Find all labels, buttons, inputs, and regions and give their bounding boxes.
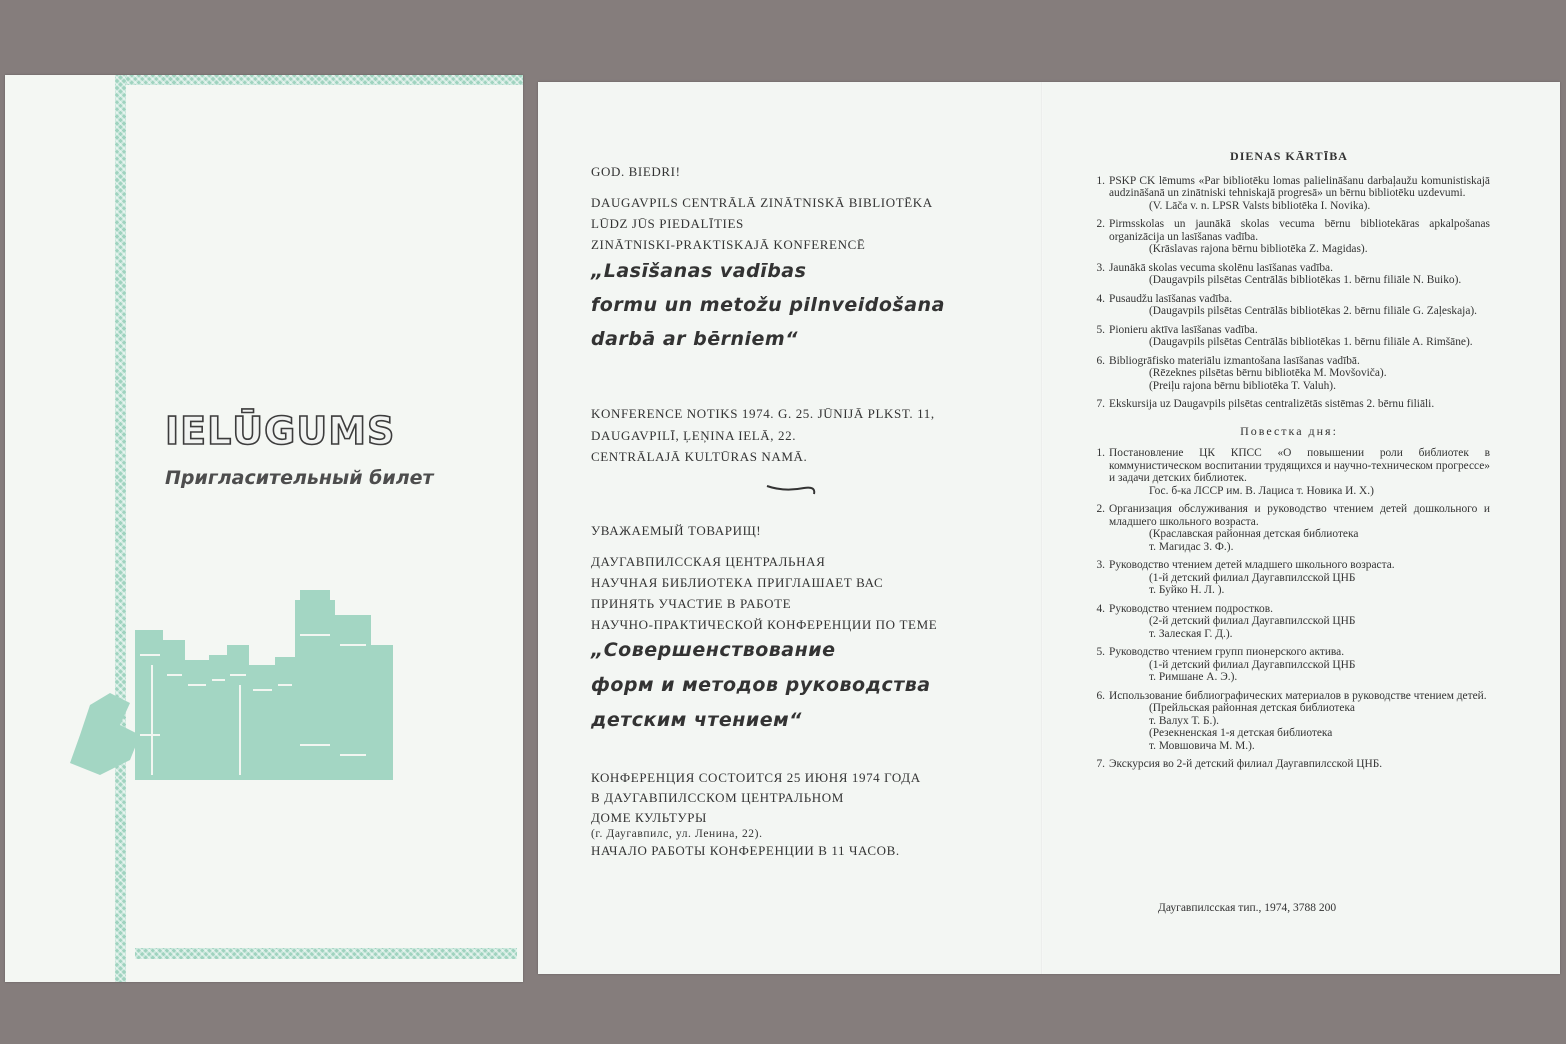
- agenda-item: [1088, 175, 1490, 213]
- agenda-item-speaker: (2-й детский филиал Даугавпилсской ЦНБ: [1149, 615, 1356, 627]
- agenda-item-body: [1109, 398, 1490, 411]
- agenda-item-speaker: (Rēzeknes pilsētas bērnu bibliotēka M. Movšoviča).: [1149, 367, 1387, 379]
- agenda-item-text: Pionieru aktīva lasīšanas vadība.: [1109, 323, 1258, 336]
- invitation-lv-text: [591, 192, 933, 255]
- agenda-item-body: [1109, 324, 1490, 349]
- agenda-item: [1088, 447, 1490, 497]
- topic-ru-line: форм и методов руководства: [591, 674, 931, 696]
- printer-imprint: Даугавпилсская тип., 1974, 3788 200: [1158, 902, 1337, 914]
- topic-ru: [591, 633, 931, 738]
- agenda-item: [1088, 293, 1490, 318]
- agenda-item-number: 7.: [1096, 398, 1105, 410]
- agenda-item-speaker: (Daugavpils pilsētas Centrālās bibliotēkas 2. bērnu filiāle G. Zaļeskaja).: [1149, 305, 1478, 317]
- agenda-item: [1088, 398, 1490, 411]
- agenda-item-text: Организация обслуживания и руководство чтением детей дошкольного и младшего школьного возраста.: [1109, 503, 1490, 528]
- invitation-lv-line: LŪDZ JŪS PIEDALĪTIES: [591, 216, 744, 231]
- page-fold: [1041, 82, 1043, 974]
- details-ru-line: ДОМЕ КУЛЬТУРЫ: [591, 810, 707, 825]
- agenda-item: [1088, 324, 1490, 349]
- agenda-item-text: Руководство чтением подростков.: [1109, 602, 1273, 615]
- agenda-item: [1088, 262, 1490, 287]
- agenda-item-speaker: т. Магидас З. Ф.).: [1149, 540, 1234, 553]
- details-ru-line: (г. Даугавпилс, ул. Ленина, 22).: [591, 828, 763, 840]
- agenda-item-text: Руководство чтением детей младшего школьного возраста.: [1109, 559, 1395, 571]
- agenda-item-body: [1109, 355, 1490, 393]
- agenda-item: [1088, 646, 1490, 684]
- details-ru-line: НАЧАЛО РАБОТЫ КОНФЕРЕНЦИИ В 11 ЧАСОВ.: [591, 843, 900, 858]
- agenda-item-body: [1109, 646, 1490, 684]
- agenda-item: [1088, 603, 1490, 641]
- agenda-item-speaker: (Резекненская 1-я детская библиотека: [1149, 727, 1333, 739]
- agenda-item: [1088, 355, 1490, 393]
- invitation-ru-line: ДАУГАВПИЛССКАЯ ЦЕНТРАЛЬНАЯ: [591, 554, 826, 569]
- agenda-item-number: 6.: [1096, 689, 1105, 702]
- agenda-item-number: 1.: [1096, 174, 1105, 187]
- agenda-item-number: 7.: [1096, 758, 1105, 770]
- topic-ru-line: „Совершенствование: [591, 639, 836, 661]
- topic-lv-line: formu un metožu pilnveidošana: [591, 294, 945, 316]
- agenda-item-text: Использование библиографических материалов в руководстве чтением детей.: [1109, 689, 1487, 702]
- agenda-item-body: [1109, 293, 1490, 318]
- agenda-item-body: [1109, 559, 1490, 597]
- agenda-item-body: [1109, 447, 1490, 497]
- agenda-item: [1088, 503, 1490, 553]
- agenda-item-speaker: (1-й детский филиал Даугавпилсской ЦНБ: [1149, 658, 1356, 671]
- agenda-item-text: Bibliogrāfisko materiālu izmantošana lasīšanas vadībā.: [1109, 354, 1360, 367]
- details-ru-line: КОНФЕРЕНЦИЯ СОСТОИТСЯ 25 ИЮНЯ 1974 ГОДА: [591, 770, 921, 785]
- invitation-lv-line: ZINĀTNISKI-PRAKTISKAJĀ KONFERENCĒ: [591, 237, 866, 252]
- greeting-ru: УВАЖАЕМЫЙ ТОВАРИЩ!: [591, 523, 762, 538]
- agenda-column: [1088, 150, 1490, 777]
- agenda-item-speaker: Гос. б-ка ЛССР им. В. Лациса т. Новика И. Х.): [1149, 484, 1374, 497]
- agenda-lv-list: [1088, 175, 1490, 411]
- agenda-item-number: 2.: [1096, 218, 1105, 230]
- invitation-ru-line: НАУЧНО-ПРАКТИЧЕСКОЙ КОНФЕРЕНЦИИ ПО ТЕМЕ: [591, 617, 938, 632]
- agenda-item-number: 1.: [1096, 447, 1105, 459]
- agenda-item-body: [1109, 218, 1490, 256]
- agenda-item-number: 2.: [1096, 503, 1105, 515]
- agenda-item-speaker: т. Мовшовича М. М.).: [1149, 739, 1255, 752]
- books-icon: [60, 585, 400, 785]
- agenda-item-number: 4.: [1096, 292, 1105, 305]
- agenda-item-speaker: (Прейльская районная детская библиотека: [1149, 702, 1355, 714]
- greeting-lv: GOD. BIEDRI!: [591, 164, 681, 179]
- ornament-border-top: [115, 75, 523, 85]
- agenda-item-text: Руководство чтением групп пионерского актива.: [1109, 646, 1345, 658]
- agenda-item-number: 5.: [1096, 646, 1105, 658]
- agenda-item-speaker: т. Валух Т. Б.).: [1149, 714, 1220, 727]
- agenda-lv-heading: DIENAS KĀRTĪBA: [1230, 149, 1348, 163]
- cover-subtitle: Пригласительный билет: [165, 467, 434, 489]
- invitation-lv-line: DAUGAVPILS CENTRĀLĀ ZINĀTNISKĀ BIBLIOTĒKA: [591, 195, 933, 210]
- agenda-item-text: Jaunākā skolas vecuma skolēnu lasīšanas vadība.: [1109, 261, 1333, 274]
- agenda-item-number: 5.: [1096, 323, 1105, 336]
- agenda-item-body: [1109, 262, 1490, 287]
- invitation-ru-text: [591, 551, 937, 635]
- invitation-ru-line: НАУЧНАЯ БИБЛИОТЕКА ПРИГЛАШАЕТ ВАС: [591, 575, 884, 590]
- agenda-item-text: Pusaudžu lasīšanas vadība.: [1109, 292, 1233, 305]
- details-ru-line: В ДАУГАВПИЛССКОМ ЦЕНТРАЛЬНОМ: [591, 790, 844, 805]
- agenda-item: [1088, 559, 1490, 597]
- agenda-item-text: Pirmsskolas un jaunākā skolas vecuma bērnu bibliotekāras apkalpošanas organizācija un lasīšanas vadība.: [1109, 218, 1490, 243]
- agenda-item: [1088, 690, 1490, 753]
- agenda-ru-list: [1088, 447, 1490, 771]
- cover-page: [5, 75, 523, 982]
- topic-ru-line: детским чтением“: [591, 709, 802, 731]
- agenda-item-number: 3.: [1096, 261, 1105, 274]
- agenda-item-speaker: т. Залеская Г. Д.).: [1149, 627, 1233, 640]
- agenda-item-text: Ekskursija uz Daugavpils pilsētas centralizētās sistēmas 2. bērnu filiāli.: [1109, 398, 1435, 410]
- agenda-item-speaker: (Daugavpils pilsētas Centrālās bibliotēkas 1. bērnu filiāle A. Rimšāne).: [1149, 336, 1473, 348]
- flourish-divider: [764, 480, 819, 500]
- agenda-item-speaker: т. Буйко Н. Л. ).: [1149, 584, 1225, 596]
- invitation-ru-line: ПРИНЯТЬ УЧАСТИЕ В РАБОТЕ: [591, 596, 792, 611]
- agenda-item-speaker: т. Римшане А. Э.).: [1149, 671, 1238, 683]
- agenda-item-speaker: (Daugavpils pilsētas Centrālās bibliotēkas 1. bērnu filiāle N. Buiko).: [1149, 274, 1462, 286]
- agenda-item-text: Постановление ЦК КПСС «О повышении роли библиотек в коммунистическом воспитании трудящихся и научно-техническом прогрессе» и задачи детских библиотек.: [1109, 447, 1490, 484]
- agenda-item-body: [1109, 603, 1490, 641]
- agenda-item-text: Экскурсия во 2-й детский филиал Даугавпилсской ЦНБ.: [1109, 758, 1383, 770]
- details-lv: [591, 403, 935, 468]
- details-lv-line: KONFERENCE NOTIKS 1974. G. 25. JŪNIJĀ PLKST. 11,: [591, 406, 935, 421]
- agenda-item-speaker: (Krāslavas rajona bērnu bibliotēka Z. Magidas).: [1149, 243, 1368, 255]
- agenda-item-number: 6.: [1096, 354, 1105, 367]
- topic-lv-line: darbā ar bērniem“: [591, 328, 798, 350]
- agenda-item-text: PSKP CK lēmums «Par bibliotēku lomas palielināšanu darbaļaužu komunistiskajā audzināšanā un zinātniski tehniskajā progresā» un bērnu bibliotēku uzdevumi.: [1109, 174, 1490, 199]
- ornament-border-left: [115, 75, 126, 982]
- agenda-item-body: [1109, 690, 1490, 753]
- inner-spread: [538, 82, 1560, 974]
- agenda-item-number: 4.: [1096, 602, 1105, 615]
- topic-lv-line: „Lasīšanas vadības: [591, 260, 807, 282]
- agenda-item-speaker: (Preiļu rajona bērnu bibliotēka T. Valuh).: [1149, 379, 1336, 392]
- details-ru: [591, 768, 921, 861]
- agenda-item: [1088, 218, 1490, 256]
- cover-title: IELŪGUMS: [165, 409, 396, 453]
- agenda-item-body: [1109, 758, 1490, 771]
- agenda-item-speaker: (V. Lāča v. n. LPSR Valsts bibliotēka I. Novika).: [1149, 199, 1371, 212]
- agenda-item-body: [1109, 503, 1490, 553]
- details-lv-line: DAUGAVPILĪ, ĻEŅINA IELĀ, 22.: [591, 427, 797, 443]
- agenda-item-speaker: (Краславская районная детская библиотека: [1149, 528, 1359, 540]
- details-lv-line: CENTRĀLAJĀ KULTŪRAS NAMĀ.: [591, 449, 808, 464]
- agenda-item-speaker: (1-й детский филиал Даугавпилсской ЦНБ: [1149, 571, 1356, 584]
- agenda-item-body: [1109, 175, 1490, 213]
- agenda-item-number: 3.: [1096, 559, 1105, 571]
- topic-lv: [591, 254, 945, 356]
- agenda-ru-heading: Повестка дня:: [1240, 423, 1338, 438]
- ornament-border-bottom: [135, 948, 517, 959]
- agenda-item: [1088, 758, 1490, 771]
